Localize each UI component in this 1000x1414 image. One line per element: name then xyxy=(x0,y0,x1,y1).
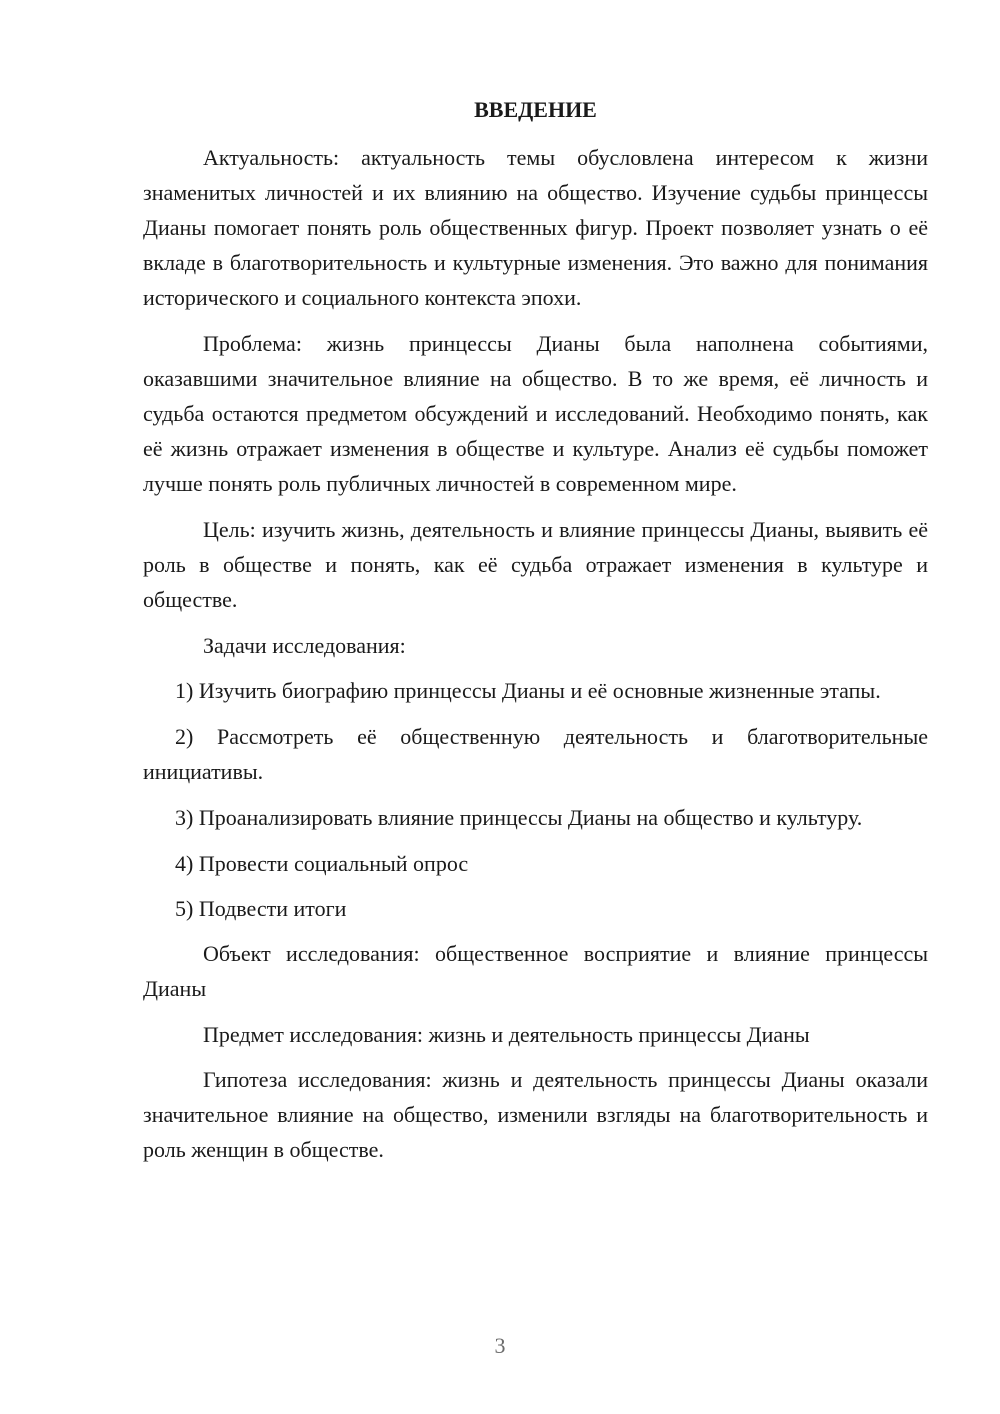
relevance-paragraph: Актуальность: актуальность темы обусловлена интересом к жизни знаменитых личностей и их влиянию на общество. Изучение судьбы принцессы Дианы помогает понять роль общественных фигур. Проект позволяет узнать о её вкладе в благотворительность и культурные изменения. Это важно для понимания исторического и социального контекста эпохи. xyxy=(143,145,928,310)
page-title: ВВЕДЕНИЕ xyxy=(474,97,597,122)
hypothesis-paragraph: Гипотеза исследования: жизнь и деятельность принцессы Дианы оказали значительное влияние на общество, изменили взгляды на благотворительность и роль женщин в обществе. xyxy=(143,1067,928,1162)
tasks-heading: Задачи исследования: xyxy=(203,633,406,658)
task-item-3: 3) Проанализировать влияние принцессы Дианы на общество и культуру. xyxy=(175,805,863,830)
goal-paragraph: Цель: изучить жизнь, деятельность и влияние принцессы Дианы, выявить её роль в обществе и понять, как её судьба отражает изменения в культуре и обществе. xyxy=(143,517,928,612)
document-page xyxy=(143,96,928,1178)
task-item-5: 5) Подвести итоги xyxy=(175,896,347,921)
task-item-4: 4) Провести социальный опрос xyxy=(175,851,469,876)
object-paragraph: Объект исследования: общественное восприятие и влияние принцессы Дианы xyxy=(143,941,928,1001)
subject-paragraph: Предмет исследования: жизнь и деятельность принцессы Дианы xyxy=(203,1022,810,1047)
task-item-1: 1) Изучить биографию принцессы Дианы и её основные жизненные этапы. xyxy=(175,678,881,703)
problem-paragraph: Проблема: жизнь принцессы Дианы была наполнена событиями, оказавшими значительное влияние на общество. В то же время, её личность и судьба остаются предметом обсуждений и исследований. Необходимо понять, как её жизнь отражает изменения в обществе и культуре. Анализ её судьбы поможет лучше понять роль публичных личностей в современном мире. xyxy=(143,331,928,496)
page-number: 3 xyxy=(494,1333,506,1358)
task-item-2: 2) Рассмотреть её общественную деятельность и благотворительные инициативы. xyxy=(143,724,928,784)
